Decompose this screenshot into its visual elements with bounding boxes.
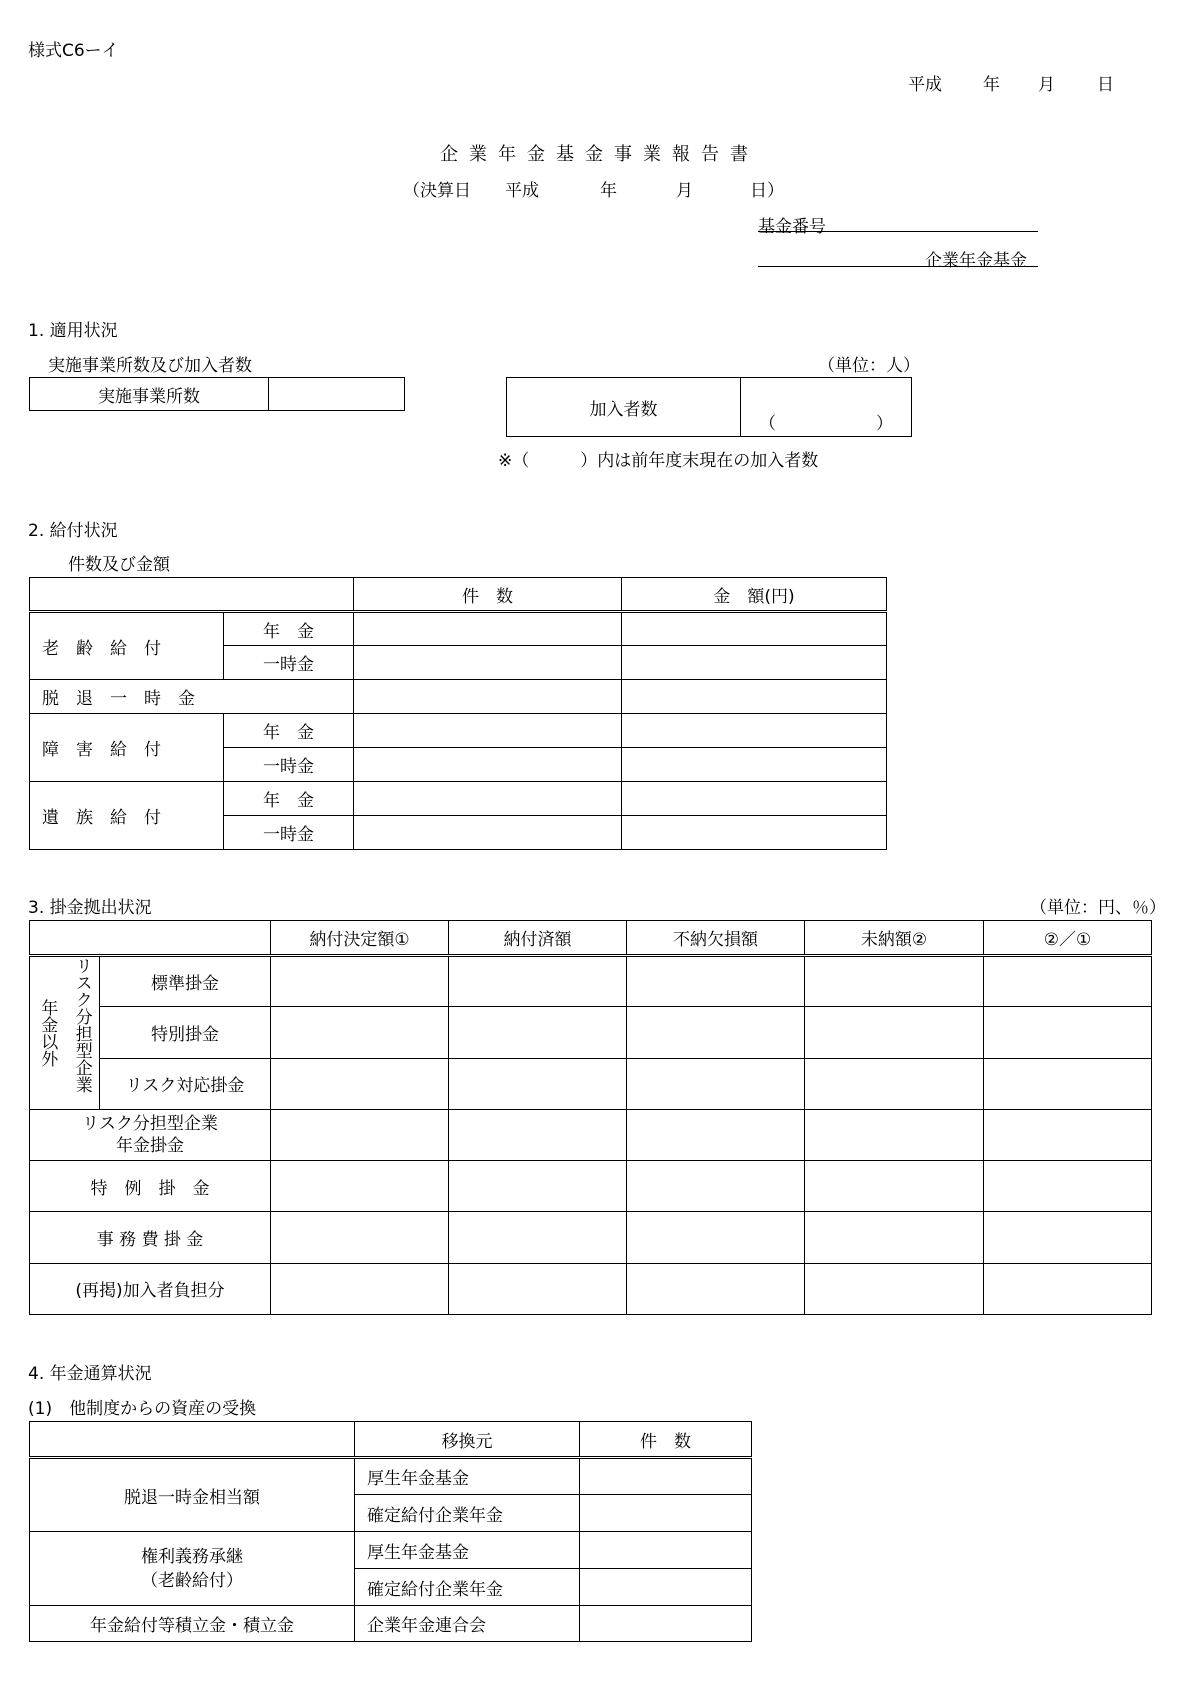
contribution-corner bbox=[30, 921, 271, 956]
settlement-era: 平成 bbox=[505, 181, 539, 201]
disability-lump-amount[interactable] bbox=[622, 748, 887, 782]
disability-lump-label: 一時金 bbox=[224, 748, 354, 782]
group-inner-cell bbox=[65, 956, 100, 1110]
transfer-corner bbox=[30, 1422, 355, 1458]
s3-unit: （単位：円、％） bbox=[1030, 898, 1166, 918]
succession-label-line2: （老齢給付） bbox=[141, 1570, 243, 1591]
member-share-ratio[interactable] bbox=[984, 1263, 1152, 1314]
s4-sub: (1) 他制度からの資産の受換 bbox=[28, 1399, 257, 1419]
fund-name-line bbox=[758, 266, 1038, 267]
s4-heading: 4. 年金通算状況 bbox=[28, 1364, 152, 1384]
old-age-pension-label: 年 金 bbox=[224, 612, 354, 646]
disability-pension-label: 年 金 bbox=[224, 714, 354, 748]
reserve-source-rengo: 企業年金連合会 bbox=[355, 1606, 580, 1642]
standard-paid[interactable] bbox=[449, 956, 627, 1007]
transfer-table bbox=[29, 1421, 752, 1642]
group-outer-label: 年金以外 bbox=[37, 999, 58, 1068]
benefit-table bbox=[29, 577, 887, 850]
survivor-lump-label: 一時金 bbox=[224, 816, 354, 850]
risk-loss[interactable] bbox=[627, 1058, 805, 1109]
benefit-corner bbox=[30, 578, 354, 612]
offices-value[interactable] bbox=[269, 378, 405, 411]
disability-lump-count[interactable] bbox=[354, 748, 622, 782]
riskshare-decided[interactable] bbox=[271, 1109, 449, 1160]
col-decided: 納付決定額① bbox=[271, 921, 449, 956]
withdrawal-count[interactable] bbox=[354, 680, 622, 714]
riskshare-loss[interactable] bbox=[627, 1109, 805, 1160]
standard-loss[interactable] bbox=[627, 956, 805, 1007]
risk-ratio[interactable] bbox=[984, 1058, 1152, 1109]
member-share-decided[interactable] bbox=[271, 1263, 449, 1314]
lump-equiv-label: 脱退一時金相当額 bbox=[30, 1458, 355, 1532]
reserve-count-rengo[interactable] bbox=[580, 1606, 752, 1642]
settlement-open: （決算日 bbox=[403, 181, 471, 201]
s1-sub: 実施事業所数及び加入者数 bbox=[48, 356, 252, 376]
survivor-pension-amount[interactable] bbox=[622, 782, 887, 816]
lump-equiv-source-kakutei: 確定給付企業年金 bbox=[355, 1495, 580, 1532]
succession-source-kosei: 厚生年金基金 bbox=[355, 1532, 580, 1569]
special-label: 特別掛金 bbox=[100, 1007, 271, 1058]
transfer-col-source: 移換元 bbox=[355, 1422, 580, 1458]
old-age-lump-label: 一時金 bbox=[224, 646, 354, 680]
survivor-pension-count[interactable] bbox=[354, 782, 622, 816]
col-loss: 不納欠損額 bbox=[627, 921, 805, 956]
members-prev-close: ） bbox=[876, 414, 893, 434]
members-table bbox=[506, 377, 912, 437]
disability-pension-amount[interactable] bbox=[622, 714, 887, 748]
disability-label: 障 害 給 付 bbox=[30, 714, 224, 782]
standard-label: 標準掛金 bbox=[100, 956, 271, 1007]
admin-unpaid[interactable] bbox=[805, 1212, 984, 1263]
risk-decided[interactable] bbox=[271, 1058, 449, 1109]
succession-source-kakutei: 確定給付企業年金 bbox=[355, 1569, 580, 1606]
survivor-lump-count[interactable] bbox=[354, 816, 622, 850]
special-paid[interactable] bbox=[449, 1007, 627, 1058]
members-prev-open: （ bbox=[759, 414, 776, 434]
settlement-month: 月 bbox=[676, 181, 693, 201]
survivor-lump-amount[interactable] bbox=[622, 816, 887, 850]
risk-unpaid[interactable] bbox=[805, 1058, 984, 1109]
col-paid: 納付済額 bbox=[449, 921, 627, 956]
group-outer-cell bbox=[30, 956, 65, 1110]
special-decided[interactable] bbox=[271, 1007, 449, 1058]
old-age-pension-count[interactable] bbox=[354, 612, 622, 646]
exception-loss[interactable] bbox=[627, 1161, 805, 1212]
succession-count-kosei[interactable] bbox=[580, 1532, 752, 1569]
special-loss[interactable] bbox=[627, 1007, 805, 1058]
date-day: 日 bbox=[1097, 75, 1114, 95]
old-age-lump-amount[interactable] bbox=[622, 646, 887, 680]
lump-equiv-count-kakutei[interactable] bbox=[580, 1495, 752, 1532]
s1-unit: （単位：人） bbox=[818, 356, 920, 376]
settlement-close: 日） bbox=[750, 181, 784, 201]
withdrawal-amount[interactable] bbox=[622, 680, 887, 714]
members-value[interactable] bbox=[741, 378, 912, 437]
disability-pension-count[interactable] bbox=[354, 714, 622, 748]
lump-equiv-count-kosei[interactable] bbox=[580, 1458, 752, 1495]
transfer-col-count: 件 数 bbox=[580, 1422, 752, 1458]
s2-heading: 2. 給付状況 bbox=[28, 521, 118, 541]
date-month: 月 bbox=[1038, 75, 1055, 95]
admin-loss[interactable] bbox=[627, 1212, 805, 1263]
date-era: 平成 bbox=[908, 75, 942, 95]
admin-ratio[interactable] bbox=[984, 1212, 1152, 1263]
s1-note: ※（ ）内は前年度末現在の加入者数 bbox=[498, 451, 819, 471]
offices-label: 実施事業所数 bbox=[30, 378, 269, 411]
reserve-label: 年金給付等積立金・積立金 bbox=[30, 1606, 355, 1642]
exception-decided[interactable] bbox=[271, 1161, 449, 1212]
old-age-label: 老 齢 給 付 bbox=[30, 612, 224, 680]
lump-equiv-source-kosei: 厚生年金基金 bbox=[355, 1458, 580, 1495]
members-label: 加入者数 bbox=[507, 378, 741, 437]
succession-label-line1: 権利義務承継 bbox=[141, 1546, 243, 1567]
special-unpaid[interactable] bbox=[805, 1007, 984, 1058]
survivor-label: 遺 族 給 付 bbox=[30, 782, 224, 850]
col-ratio: ②／① bbox=[984, 921, 1152, 956]
old-age-pension-amount[interactable] bbox=[622, 612, 887, 646]
riskshare-label bbox=[30, 1109, 271, 1160]
s2-sub: 件数及び金額 bbox=[68, 555, 170, 575]
fund-name-suffix: 企業年金基金 bbox=[925, 251, 1027, 271]
benefit-col-amount: 金 額(円) bbox=[622, 578, 887, 612]
survivor-pension-label: 年 金 bbox=[224, 782, 354, 816]
withdrawal-label: 脱 退 一 時 金 bbox=[30, 680, 354, 714]
exception-label: 特 例 掛 金 bbox=[30, 1161, 271, 1212]
fund-number-label: 基金番号 bbox=[758, 217, 826, 237]
standard-ratio[interactable] bbox=[984, 956, 1152, 1007]
risk-label: リスク対応掛金 bbox=[100, 1058, 271, 1109]
admin-paid[interactable] bbox=[449, 1212, 627, 1263]
riskshare-label-line2: 年金掛金 bbox=[116, 1136, 184, 1157]
succession-label bbox=[30, 1532, 355, 1606]
admin-decided[interactable] bbox=[271, 1212, 449, 1263]
riskshare-ratio[interactable] bbox=[984, 1109, 1152, 1160]
old-age-lump-count[interactable] bbox=[354, 646, 622, 680]
s1-heading: 1. 適用状況 bbox=[28, 321, 118, 341]
benefit-col-count: 件 数 bbox=[354, 578, 622, 612]
group-inner-label: リスク分担型企業 bbox=[71, 957, 92, 1094]
special-ratio[interactable] bbox=[984, 1007, 1152, 1058]
page-title: 企業年金基金事業報告書 bbox=[440, 144, 759, 165]
form-id: 様式C6ーイ bbox=[28, 41, 119, 61]
fund-number-line bbox=[758, 231, 1038, 232]
date-year: 年 bbox=[983, 75, 1000, 95]
member-share-label: (再掲)加入者負担分 bbox=[30, 1263, 271, 1314]
admin-label: 事 務 費 掛 金 bbox=[30, 1212, 271, 1263]
riskshare-unpaid[interactable] bbox=[805, 1109, 984, 1160]
s3-heading: 3. 掛金拠出状況 bbox=[28, 898, 152, 918]
succession-count-kakutei[interactable] bbox=[580, 1569, 752, 1606]
member-share-loss[interactable] bbox=[627, 1263, 805, 1314]
member-share-paid[interactable] bbox=[449, 1263, 627, 1314]
exception-unpaid[interactable] bbox=[805, 1161, 984, 1212]
col-unpaid: 未納額② bbox=[805, 921, 984, 956]
standard-decided[interactable] bbox=[271, 956, 449, 1007]
riskshare-paid[interactable] bbox=[449, 1109, 627, 1160]
contribution-table bbox=[29, 920, 1152, 1315]
riskshare-label-line1: リスク分担型企業 bbox=[82, 1114, 218, 1135]
risk-paid[interactable] bbox=[449, 1058, 627, 1109]
offices-table bbox=[29, 377, 405, 411]
exception-ratio[interactable] bbox=[984, 1161, 1152, 1212]
exception-paid[interactable] bbox=[449, 1161, 627, 1212]
member-share-unpaid[interactable] bbox=[805, 1263, 984, 1314]
standard-unpaid[interactable] bbox=[805, 956, 984, 1007]
settlement-year: 年 bbox=[600, 181, 617, 201]
